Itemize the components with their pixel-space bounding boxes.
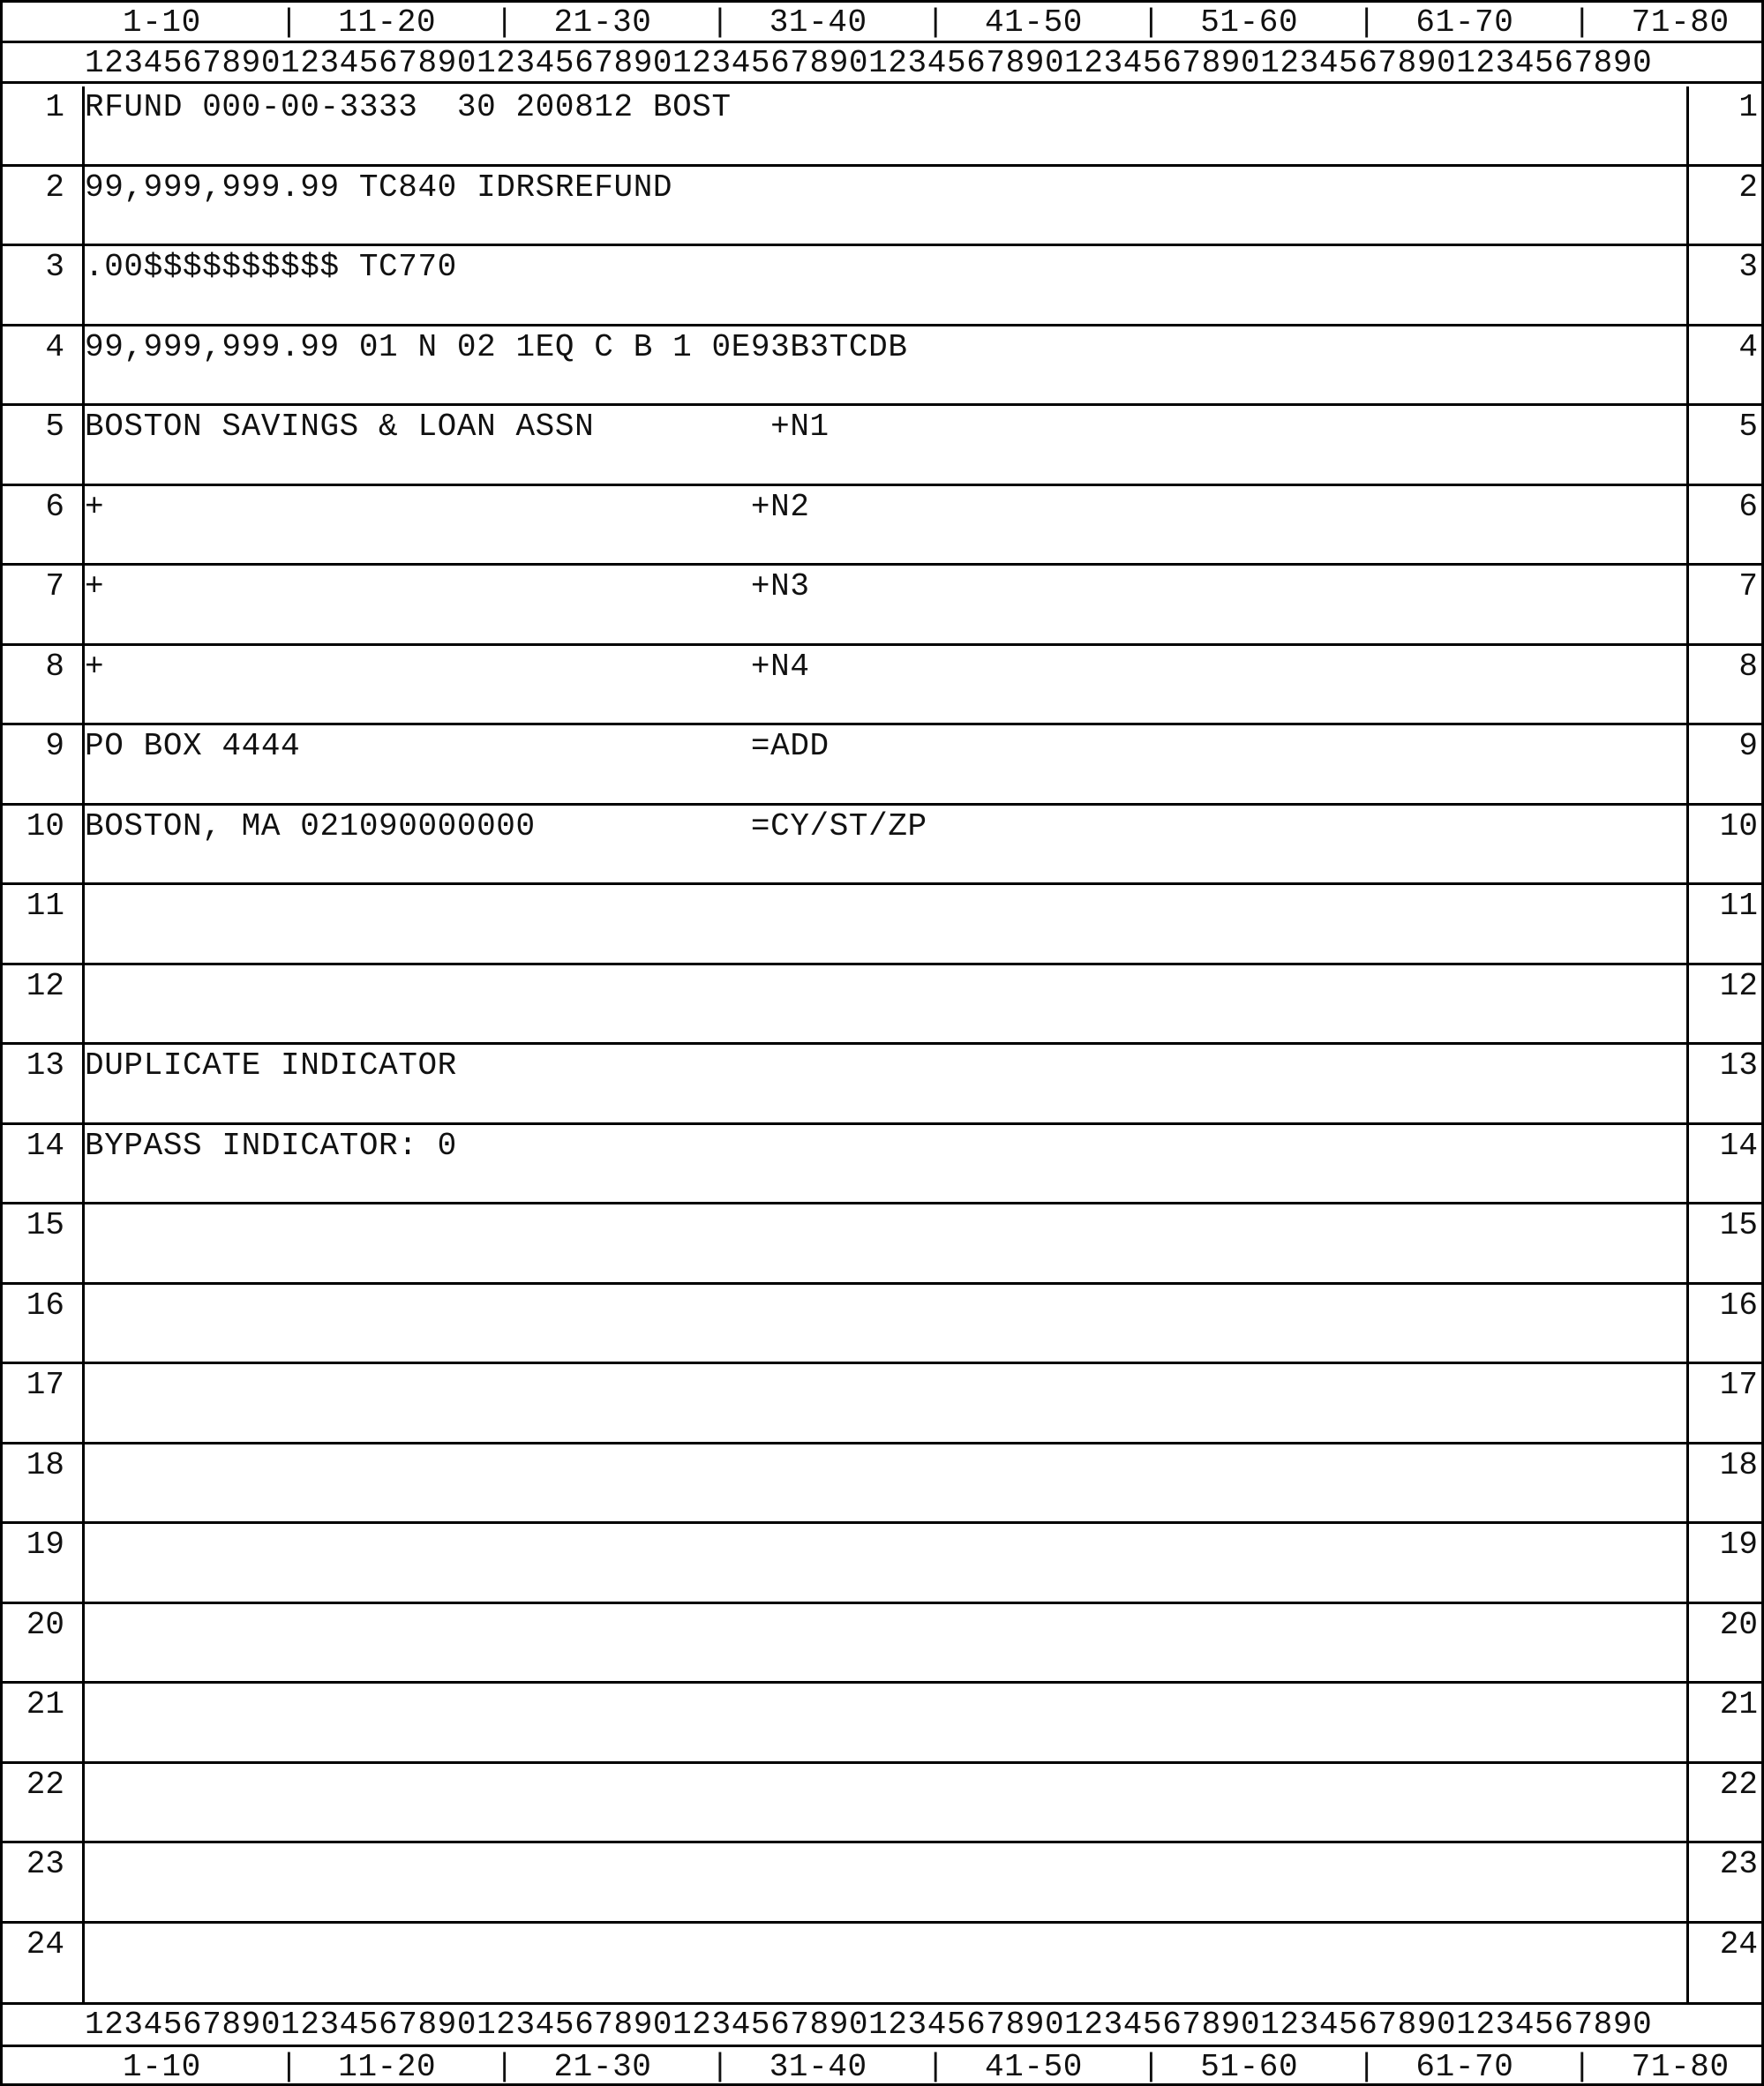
row-number-left: 2 xyxy=(45,169,64,206)
row-number-left: 10 xyxy=(26,807,64,844)
bottom-digit-ruler xyxy=(3,2002,1761,2043)
screen-row xyxy=(3,885,1761,965)
screen-rows xyxy=(3,86,1761,2003)
row-number-right: 8 xyxy=(1738,648,1758,685)
row-content: BYPASS INDICATOR: 0 xyxy=(85,1127,457,1164)
row-number-left: 15 xyxy=(26,1207,64,1243)
row-number-left: 14 xyxy=(26,1127,64,1164)
row-number-left: 24 xyxy=(26,1925,64,1962)
top-digit-ruler xyxy=(3,43,1761,84)
row-number-right: 1 xyxy=(1738,89,1758,125)
row-number-left: 12 xyxy=(26,967,64,1004)
right-separator xyxy=(1686,86,1689,2003)
screen-row xyxy=(3,1204,1761,1285)
row-number-left: 9 xyxy=(45,728,64,764)
row-number-left: 5 xyxy=(45,409,64,445)
screen-row xyxy=(3,1125,1761,1205)
row-number-left: 6 xyxy=(45,488,64,525)
row-number-right: 12 xyxy=(1719,967,1758,1004)
row-content: .00$$$$$$$$$$ TC770 xyxy=(85,249,457,285)
row-content: + +N3 xyxy=(85,568,810,604)
row-number-left: 21 xyxy=(26,1686,64,1722)
row-number-right: 3 xyxy=(1738,249,1758,285)
row-number-right: 15 xyxy=(1719,1207,1758,1243)
row-number-right: 22 xyxy=(1719,1766,1758,1803)
row-content: BOSTON SAVINGS & LOAN ASSN +N1 xyxy=(85,409,829,445)
row-number-left: 22 xyxy=(26,1766,64,1803)
bottom-column-ruler xyxy=(3,2045,1761,2085)
screen-row xyxy=(3,806,1761,886)
row-number-left: 19 xyxy=(26,1527,64,1563)
row-number-left: 20 xyxy=(26,1606,64,1643)
row-number-right: 5 xyxy=(1738,409,1758,445)
screen-row xyxy=(3,326,1761,407)
row-number-left: 3 xyxy=(45,249,64,285)
bottom-column-ruler-text: 1-10 | 11-20 | 21-30 | 31-40 | 41-50 | 51-60 | 61-70 | 71-80 xyxy=(123,2049,1730,2085)
screen-row xyxy=(3,246,1761,326)
row-number-right: 23 xyxy=(1719,1846,1758,1882)
row-number-left: 8 xyxy=(45,648,64,685)
top-column-ruler-text: 1-10 | 11-20 | 21-30 | 31-40 | 41-50 | 51-60 | 61-70 | 71-80 xyxy=(123,4,1730,41)
row-number-right: 19 xyxy=(1719,1527,1758,1563)
row-number-left: 13 xyxy=(26,1047,64,1084)
row-content: DUPLICATE INDICATOR xyxy=(85,1047,457,1084)
screen-row xyxy=(3,1524,1761,1604)
screen-row xyxy=(3,1285,1761,1365)
bottom-digit-ruler-text: 12345678901234567890123456789012345678901234567890123456789012345678901234567890 xyxy=(85,2007,1653,2043)
row-number-left: 17 xyxy=(26,1367,64,1403)
screen-row xyxy=(3,725,1761,806)
screen-row xyxy=(3,1684,1761,1764)
row-number-right: 11 xyxy=(1719,888,1758,924)
screen-row xyxy=(3,486,1761,567)
screen-row xyxy=(3,1364,1761,1444)
screen-row xyxy=(3,1843,1761,1924)
screen-row xyxy=(3,167,1761,247)
row-number-left: 18 xyxy=(26,1446,64,1483)
row-number-right: 6 xyxy=(1738,488,1758,525)
top-digit-ruler-text: 12345678901234567890123456789012345678901234567890123456789012345678901234567890 xyxy=(85,45,1653,81)
row-content: + +N2 xyxy=(85,488,810,525)
row-number-left: 4 xyxy=(45,328,64,365)
row-content: RFUND 000-00-3333 30 200812 BOST xyxy=(85,89,732,125)
row-number-right: 24 xyxy=(1719,1925,1758,1962)
screen-row xyxy=(3,1924,1761,2004)
row-number-left: 7 xyxy=(45,568,64,604)
row-number-right: 7 xyxy=(1738,568,1758,604)
row-number-right: 18 xyxy=(1719,1446,1758,1483)
left-separator xyxy=(82,86,85,2003)
row-number-right: 13 xyxy=(1719,1047,1758,1084)
screen-row xyxy=(3,1045,1761,1125)
row-content: 99,999,999.99 TC840 IDRSREFUND xyxy=(85,169,673,206)
row-content: 99,999,999.99 01 N 02 1EQ C B 1 0E93B3TCDB xyxy=(85,328,908,365)
row-number-right: 2 xyxy=(1738,169,1758,206)
screen-row xyxy=(3,646,1761,726)
screen-row xyxy=(3,406,1761,486)
row-number-left: 1 xyxy=(45,89,64,125)
screen-row xyxy=(3,965,1761,1046)
row-number-right: 4 xyxy=(1738,328,1758,365)
row-number-right: 14 xyxy=(1719,1127,1758,1164)
screen-row xyxy=(3,1764,1761,1844)
row-number-right: 9 xyxy=(1738,728,1758,764)
row-number-right: 10 xyxy=(1719,807,1758,844)
top-column-ruler xyxy=(3,3,1761,43)
row-number-right: 17 xyxy=(1719,1367,1758,1403)
row-content: PO BOX 4444 =ADD xyxy=(85,728,829,764)
row-number-right: 20 xyxy=(1719,1606,1758,1643)
row-number-left: 11 xyxy=(26,888,64,924)
screen-row xyxy=(3,86,1761,167)
row-number-right: 21 xyxy=(1719,1686,1758,1722)
screen-row xyxy=(3,1444,1761,1525)
row-number-left: 23 xyxy=(26,1846,64,1882)
row-content: + +N4 xyxy=(85,648,810,685)
row-content: BOSTON, MA 021090000000 =CY/ST/ZP xyxy=(85,807,927,844)
screen-row xyxy=(3,566,1761,646)
row-number-left: 16 xyxy=(26,1287,64,1324)
screen-row xyxy=(3,1604,1761,1685)
row-number-right: 16 xyxy=(1719,1287,1758,1324)
